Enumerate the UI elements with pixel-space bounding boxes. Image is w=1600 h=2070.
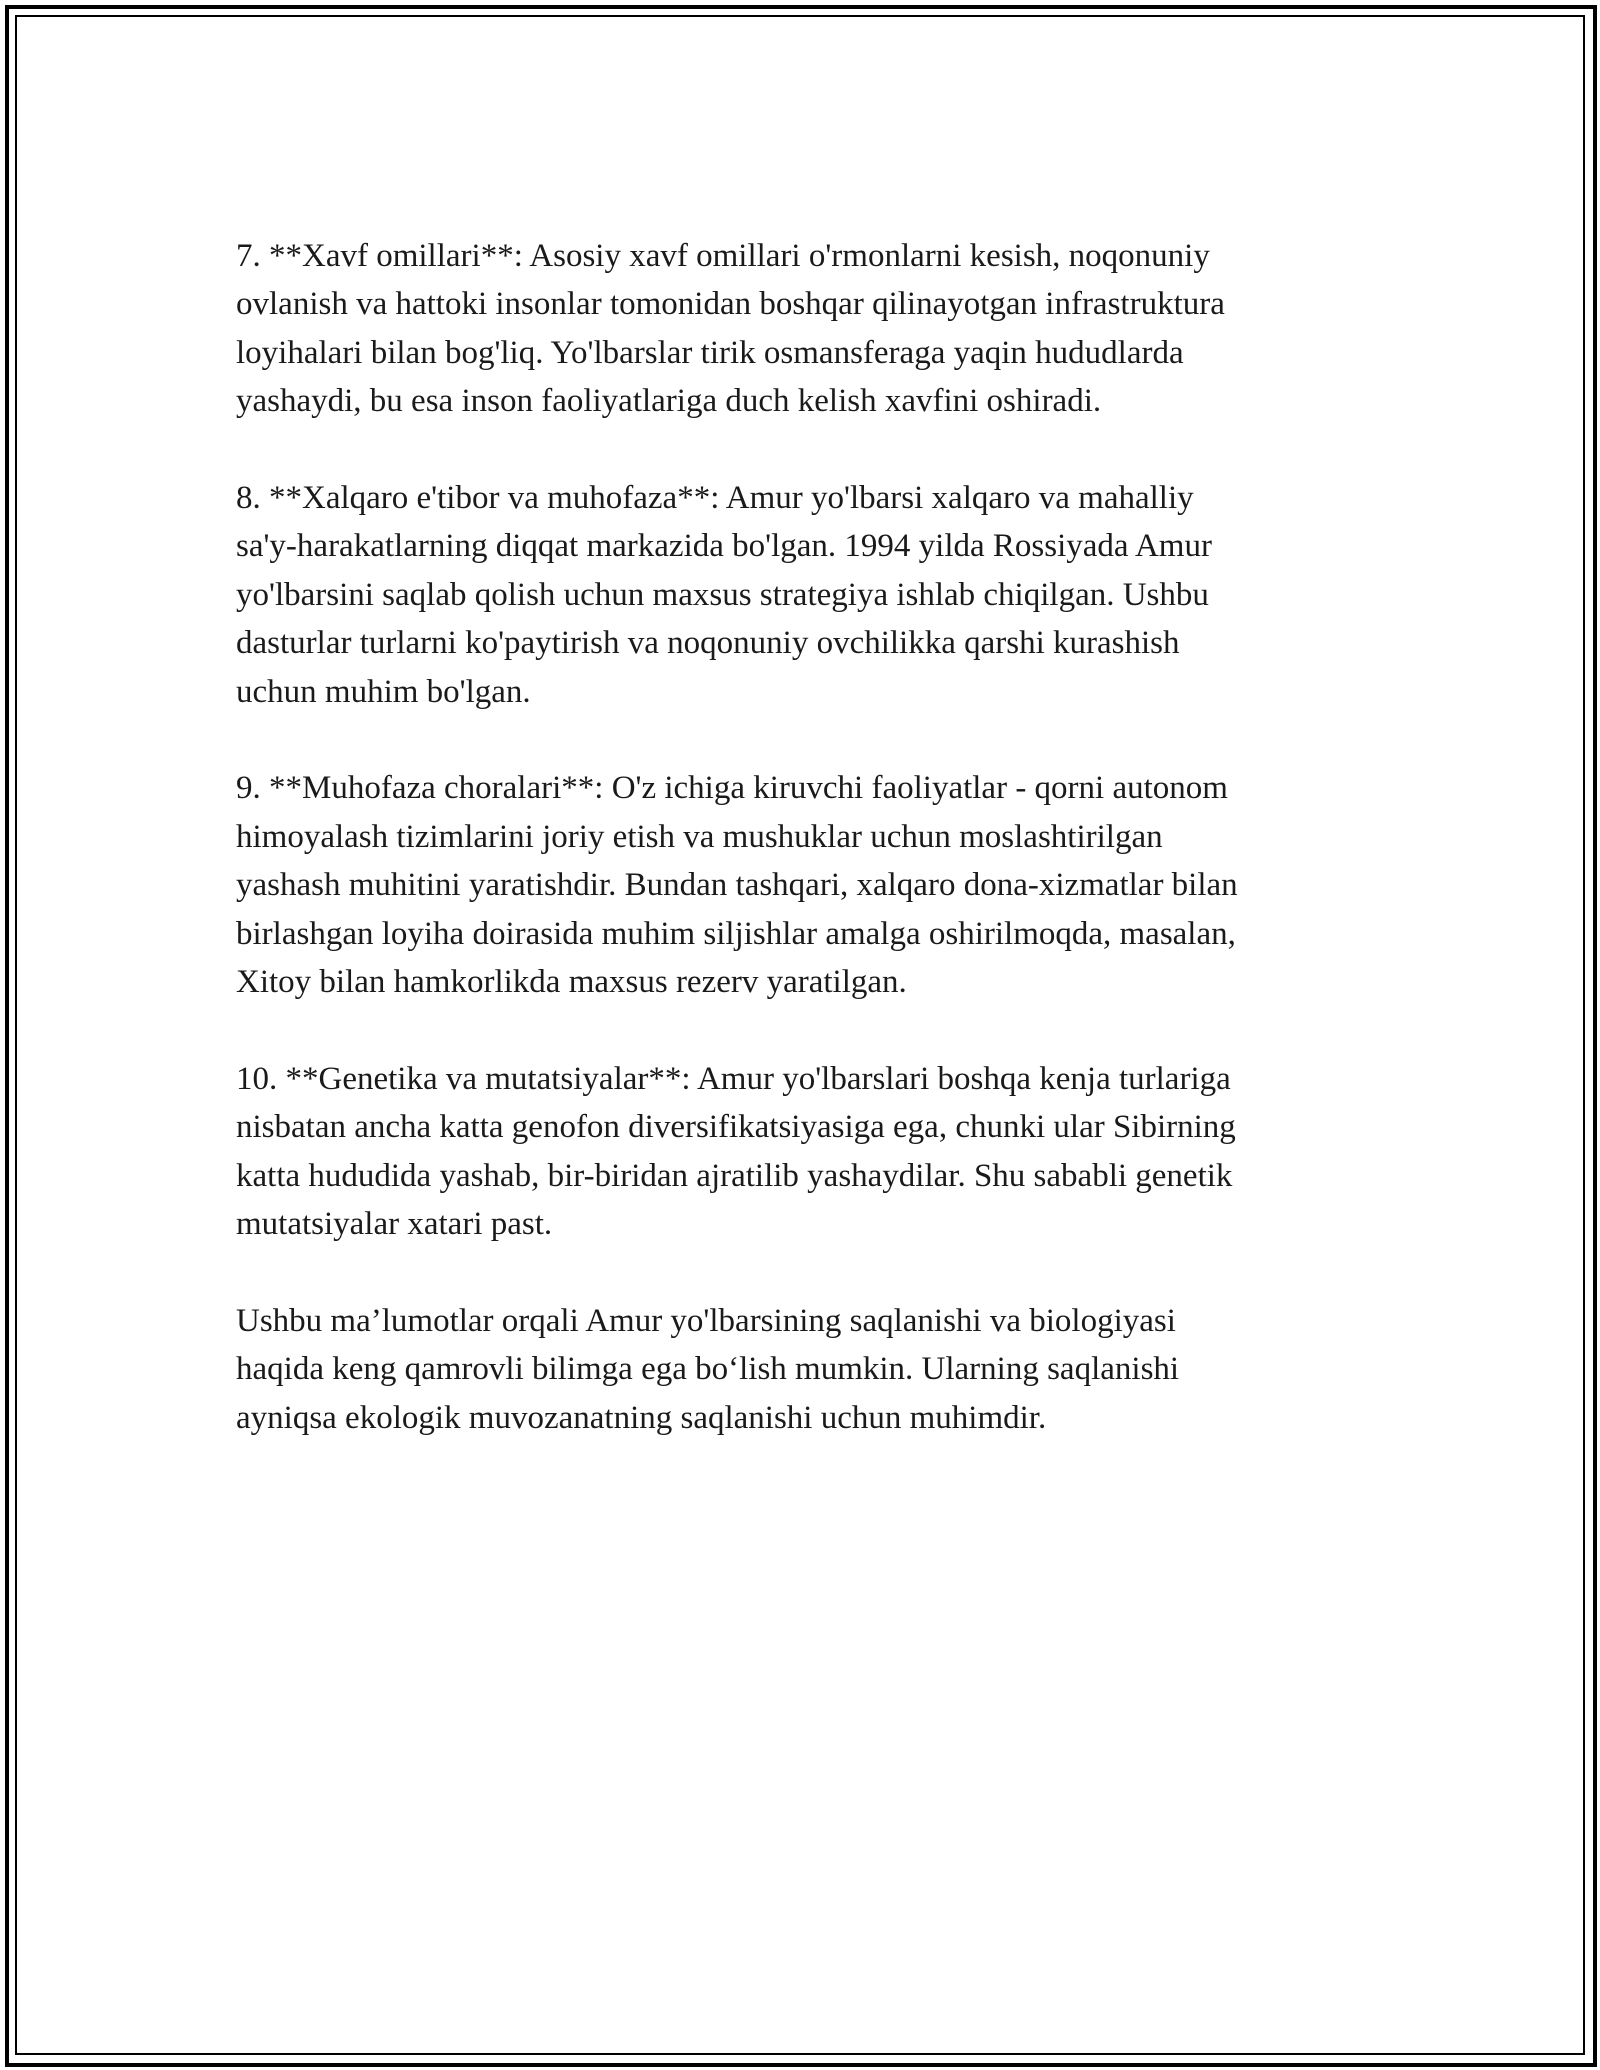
document-body — [236, 232, 1366, 1490]
paragraph-xavf-omillari: 7. **Xavf omillari**: Asosiy xavf omillari o'rmonlarni kesish, noqonuniy ovlanish va hattoki insonlar tomonidan boshqar qilinayotgan infrastruktura loyihalari bilan bog'liq. Yo'lbarslar tirik osmansferaga yaqin hududlarda yashaydi, bu esa inson faoliyatlariga duch kelish xavfini oshiradi. — [236, 238, 1225, 420]
paragraph-xalqaro-etibor: 8. **Xalqaro e'tibor va muhofaza**: Amur yo'lbarsi xalqaro va mahalliy sa'y-harakatlarning diqqat markazida bo'lgan. 1994 yilda Rossiyada Amur yo'lbarsini saqlab qolish uchun maxsus strategiya ishlab chiqilgan. Ushbu dasturlar turlarni ko'paytirish va noqonuniy ovchilikka qarshi kurashish uchun muhim bo'lgan. — [236, 480, 1212, 710]
paragraph-muhofaza-choralari: 9. **Muhofaza choralari**: O'z ichiga kiruvchi faoliyatlar - qorni autonom himoyalash tizimlarini joriy etish va mushuklar uchun moslashtirilgan yashash muhitini yaratishdir. Bundan tashqari, xalqaro dona-xizmatlar bilan birlashgan loyiha doirasida muhim siljishlar amalga oshirilmoqda, masalan, Xitoy bilan hamkorlikda maxsus rezerv yaratilgan. — [236, 770, 1238, 1001]
paragraph-conclusion: Ushbu ma’lumotlar orqali Amur yo'lbarsining saqlanishi va biologiyasi haqida keng qamrovli bilimga ega bo‘lish mumkin. Ularning saqlanishi ayniqsa ekologik muvozanatning saqlanishi uchun muhimdir. — [236, 1302, 1180, 1436]
paragraph-genetika: 10. **Genetika va mutatsiyalar**: Amur yo'lbarslari boshqa kenja turlariga nisbatan ancha katta genofon diversifikatsiyasiga ega, chunki ular Sibirning katta hududida yashab, bir-biridan ajratilib yashaydilar. Shu sababli genetik mutatsiyalar xatari past. — [236, 1060, 1236, 1243]
